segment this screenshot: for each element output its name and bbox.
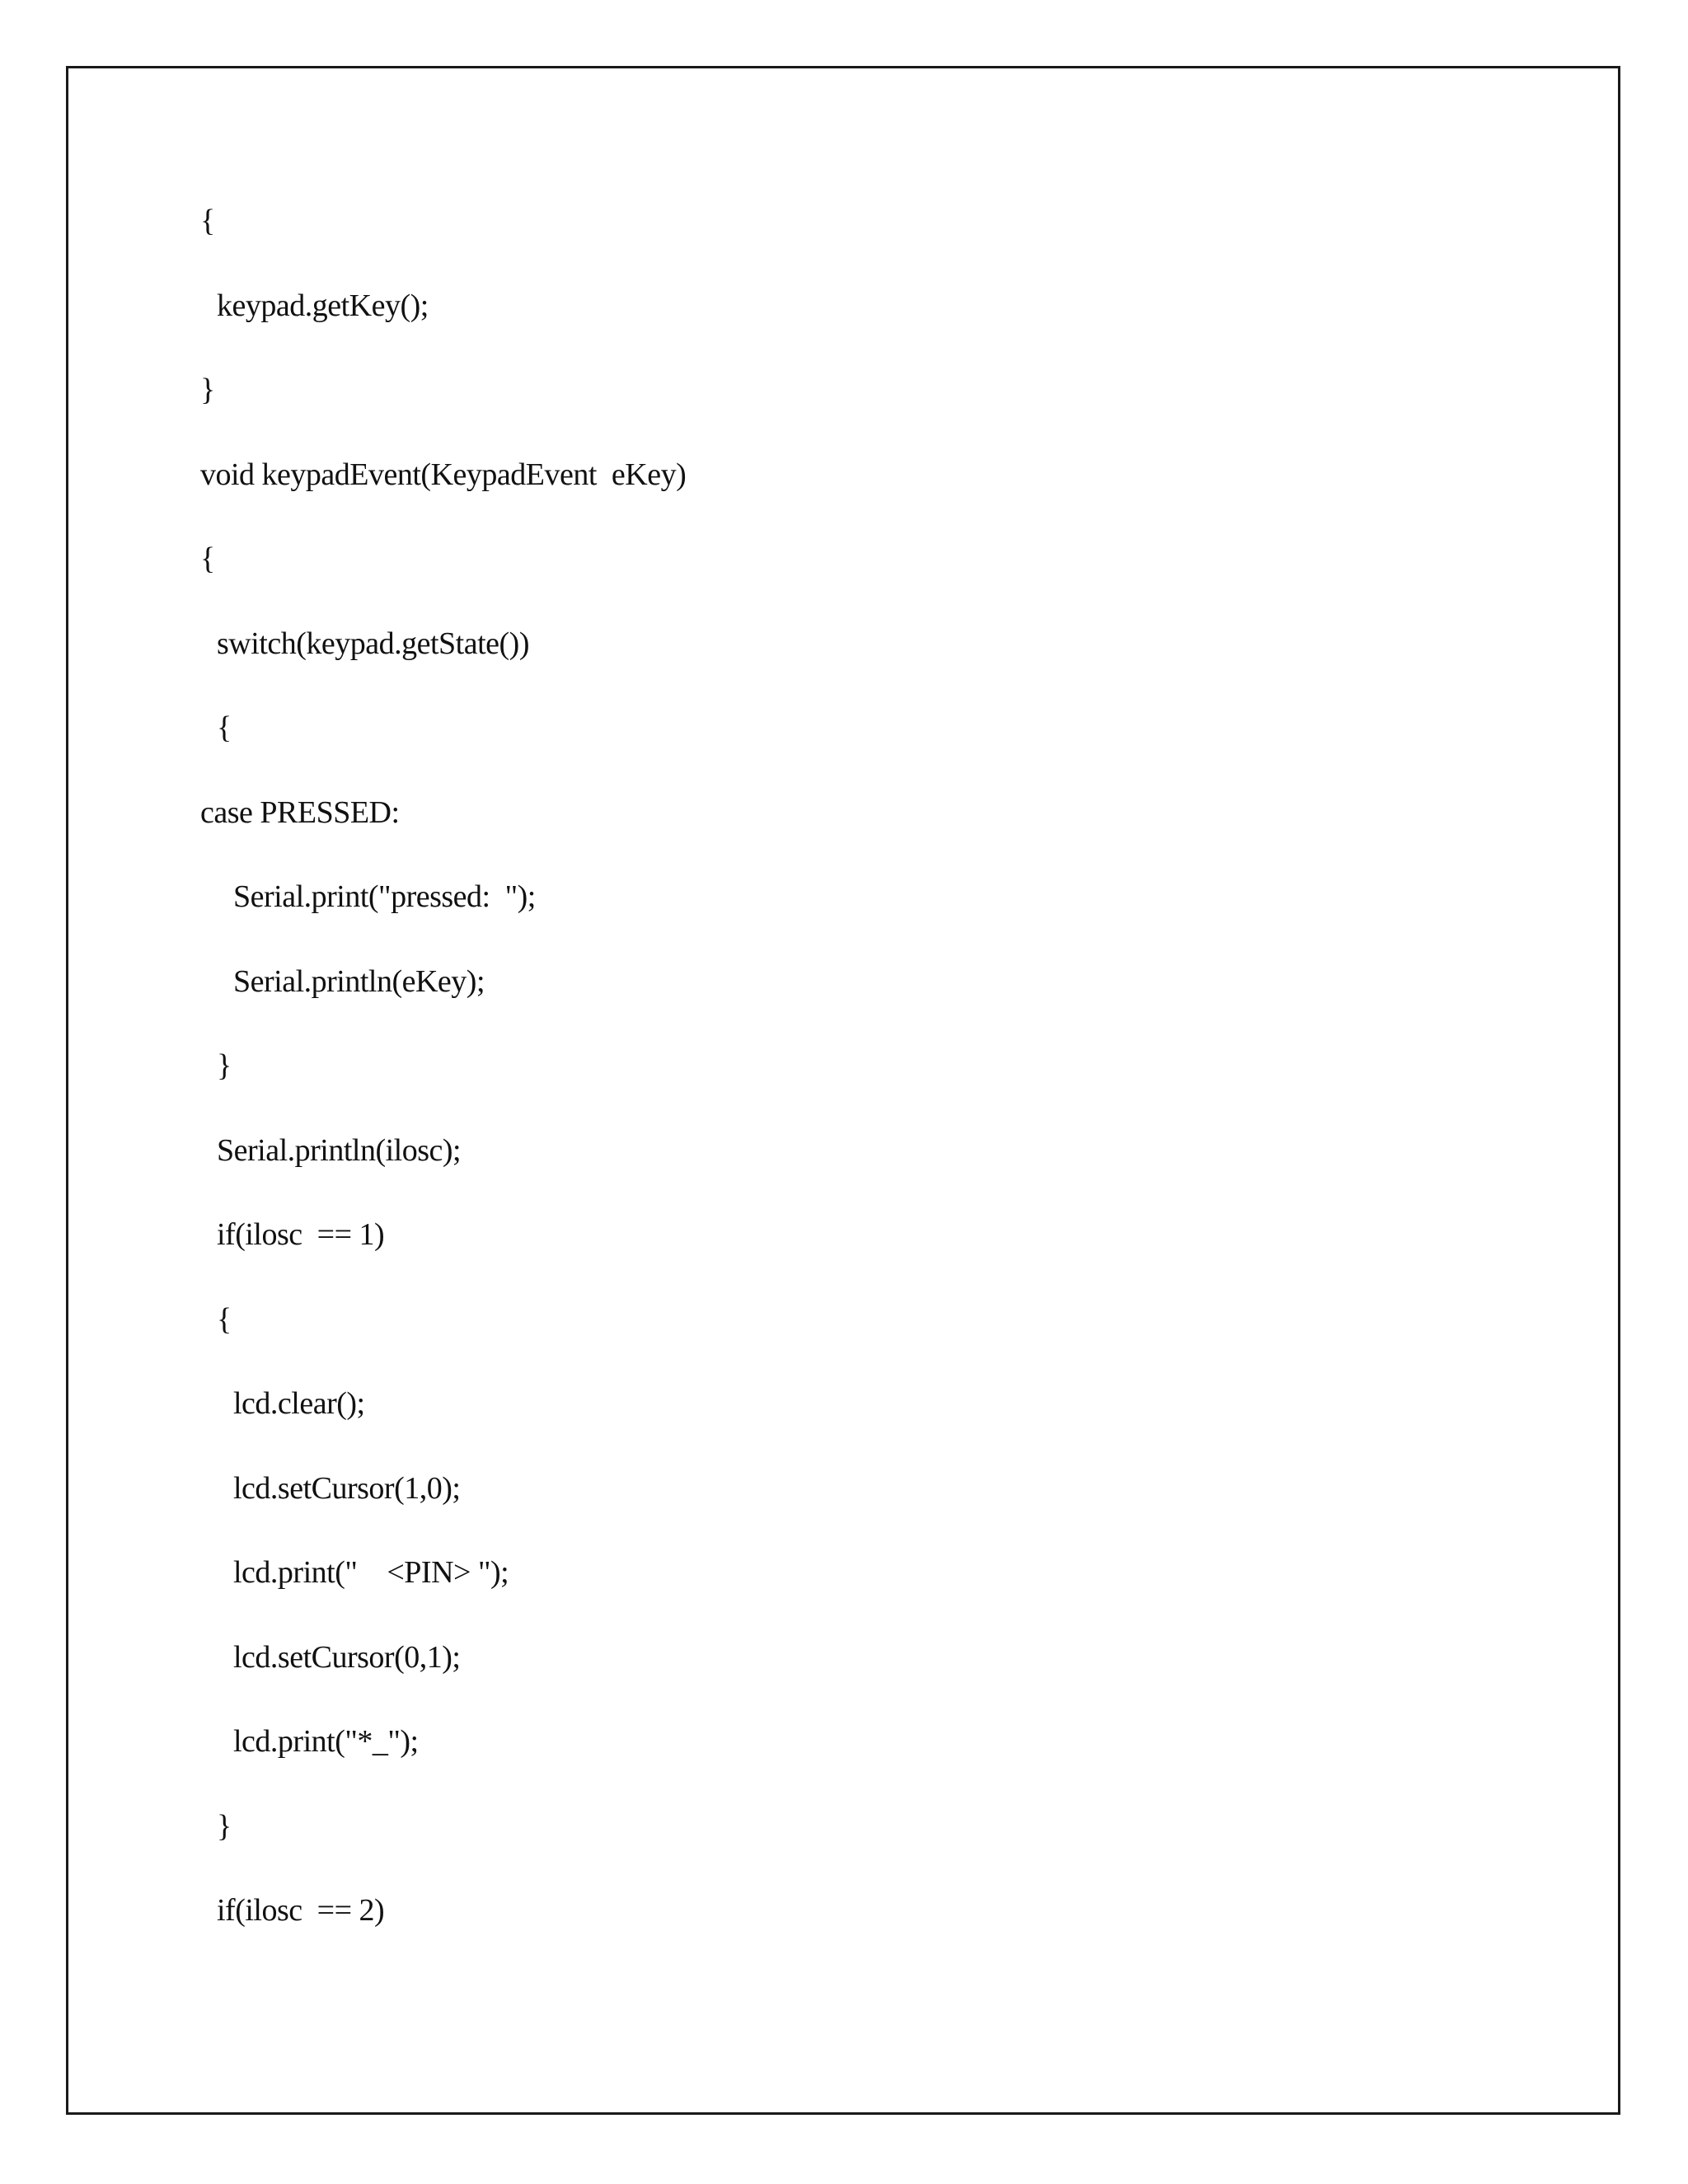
code-line: if(ilosc == 1) <box>217 1217 385 1252</box>
code-line: lcd.print("*_"); <box>233 1724 419 1759</box>
code-line: keypad.getKey(); <box>217 288 429 323</box>
code-line: Serial.print("pressed: "); <box>233 879 536 914</box>
code-line: { <box>217 710 232 745</box>
code-line: } <box>217 1808 232 1844</box>
code-listing <box>68 68 1618 2112</box>
code-line: void keypadEvent(KeypadEvent eKey) <box>200 457 687 492</box>
code-line: lcd.print(" <PIN> "); <box>233 1555 509 1590</box>
code-line: case PRESSED: <box>200 794 400 830</box>
code-line: { <box>217 1301 232 1337</box>
code-line: } <box>200 373 215 407</box>
code-line: Serial.println(eKey); <box>233 963 485 999</box>
code-line: lcd.setCursor(0,1); <box>233 1639 461 1675</box>
code-line: switch(keypad.getState()) <box>217 626 529 661</box>
page-frame <box>66 66 1620 2115</box>
code-line: if(ilosc == 2) <box>217 1893 385 1928</box>
code-line: lcd.setCursor(1,0); <box>233 1470 461 1506</box>
code-line: { <box>200 204 215 238</box>
code-line: { <box>200 541 215 576</box>
code-line: lcd.clear(); <box>233 1386 365 1421</box>
code-line: } <box>217 1048 232 1083</box>
code-line: Serial.println(ilosc); <box>217 1132 462 1168</box>
